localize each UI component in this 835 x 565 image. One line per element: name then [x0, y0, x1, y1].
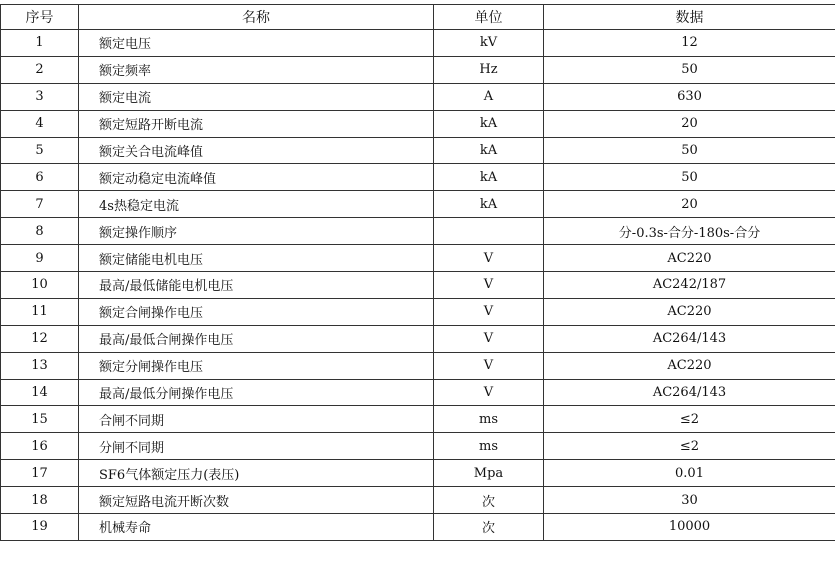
table-row: [1, 110, 835, 137]
row-name: 额定短路开断电流: [79, 110, 434, 137]
row-unit: V: [434, 325, 544, 352]
header-value: 数据: [544, 5, 835, 30]
row-value: 分-0.3s-合分-180s-合分: [544, 218, 835, 245]
row-unit: V: [434, 272, 544, 299]
table-row: [1, 272, 835, 299]
row-index: 12: [1, 325, 79, 352]
row-value: ≤2: [544, 406, 835, 433]
table-row: [1, 433, 835, 460]
row-index: 15: [1, 406, 79, 433]
row-index: 7: [1, 191, 79, 218]
row-unit: ms: [434, 406, 544, 433]
row-unit: kA: [434, 164, 544, 191]
row-name: 额定电压: [79, 30, 434, 57]
table-row: [1, 487, 835, 514]
row-index: 13: [1, 352, 79, 379]
row-value: 0.01: [544, 460, 835, 487]
row-name: 最高/最低分闸操作电压: [79, 379, 434, 406]
row-value: 50: [544, 137, 835, 164]
row-value: 30: [544, 487, 835, 514]
row-name: 分闸不同期: [79, 433, 434, 460]
row-index: 16: [1, 433, 79, 460]
row-value: 50: [544, 56, 835, 83]
row-unit: kA: [434, 191, 544, 218]
row-unit: V: [434, 245, 544, 272]
row-value: AC220: [544, 298, 835, 325]
table-row: [1, 83, 835, 110]
row-name: 机械寿命: [79, 514, 434, 541]
table-row: [1, 325, 835, 352]
row-value: AC264/143: [544, 379, 835, 406]
row-name: SF6气体额定压力(表压): [79, 460, 434, 487]
header-unit: 单位: [434, 5, 544, 30]
row-value: 20: [544, 191, 835, 218]
row-index: 4: [1, 110, 79, 137]
table-row: [1, 56, 835, 83]
row-value: 630: [544, 83, 835, 110]
header-name: 名称: [79, 5, 434, 30]
row-index: 10: [1, 272, 79, 299]
table-row: [1, 298, 835, 325]
row-value: 12: [544, 30, 835, 57]
row-unit: V: [434, 298, 544, 325]
row-unit: [434, 218, 544, 245]
row-unit: 次: [434, 514, 544, 541]
row-index: 11: [1, 298, 79, 325]
row-value: 50: [544, 164, 835, 191]
row-name: 额定电流: [79, 83, 434, 110]
table-row: [1, 164, 835, 191]
table-row: [1, 137, 835, 164]
parameter-table: [0, 4, 835, 541]
row-unit: V: [434, 379, 544, 406]
row-index: 6: [1, 164, 79, 191]
row-unit: kA: [434, 137, 544, 164]
row-index: 3: [1, 83, 79, 110]
row-value: AC242/187: [544, 272, 835, 299]
row-name: 额定短路电流开断次数: [79, 487, 434, 514]
row-unit: kA: [434, 110, 544, 137]
row-unit: kV: [434, 30, 544, 57]
row-name: 最高/最低合闸操作电压: [79, 325, 434, 352]
table-row: [1, 379, 835, 406]
table-row: [1, 352, 835, 379]
row-name: 额定操作顺序: [79, 218, 434, 245]
row-index: 17: [1, 460, 79, 487]
table-header-row: [1, 5, 835, 30]
row-unit: V: [434, 352, 544, 379]
table-row: [1, 245, 835, 272]
row-unit: ms: [434, 433, 544, 460]
row-value: AC264/143: [544, 325, 835, 352]
row-unit: Mpa: [434, 460, 544, 487]
row-unit: 次: [434, 487, 544, 514]
row-index: 8: [1, 218, 79, 245]
header-index: 序号: [1, 5, 79, 30]
row-unit: Hz: [434, 56, 544, 83]
table-row: [1, 218, 835, 245]
row-value: 20: [544, 110, 835, 137]
table-row: [1, 406, 835, 433]
row-name: 最高/最低储能电机电压: [79, 272, 434, 299]
row-index: 19: [1, 514, 79, 541]
row-name: 合闸不同期: [79, 406, 434, 433]
row-unit: A: [434, 83, 544, 110]
row-name: 额定动稳定电流峰值: [79, 164, 434, 191]
table-row: [1, 460, 835, 487]
row-index: 18: [1, 487, 79, 514]
row-name: 额定关合电流峰值: [79, 137, 434, 164]
row-value: ≤2: [544, 433, 835, 460]
row-value: AC220: [544, 245, 835, 272]
row-index: 5: [1, 137, 79, 164]
row-value: AC220: [544, 352, 835, 379]
row-name: 额定合闸操作电压: [79, 298, 434, 325]
table-row: [1, 191, 835, 218]
row-index: 1: [1, 30, 79, 57]
table-row: [1, 30, 835, 57]
row-value: 10000: [544, 514, 835, 541]
row-name: 4s热稳定电流: [79, 191, 434, 218]
table-row: [1, 514, 835, 541]
row-index: 2: [1, 56, 79, 83]
row-name: 额定分闸操作电压: [79, 352, 434, 379]
row-name: 额定频率: [79, 56, 434, 83]
row-index: 9: [1, 245, 79, 272]
row-name: 额定储能电机电压: [79, 245, 434, 272]
row-index: 14: [1, 379, 79, 406]
